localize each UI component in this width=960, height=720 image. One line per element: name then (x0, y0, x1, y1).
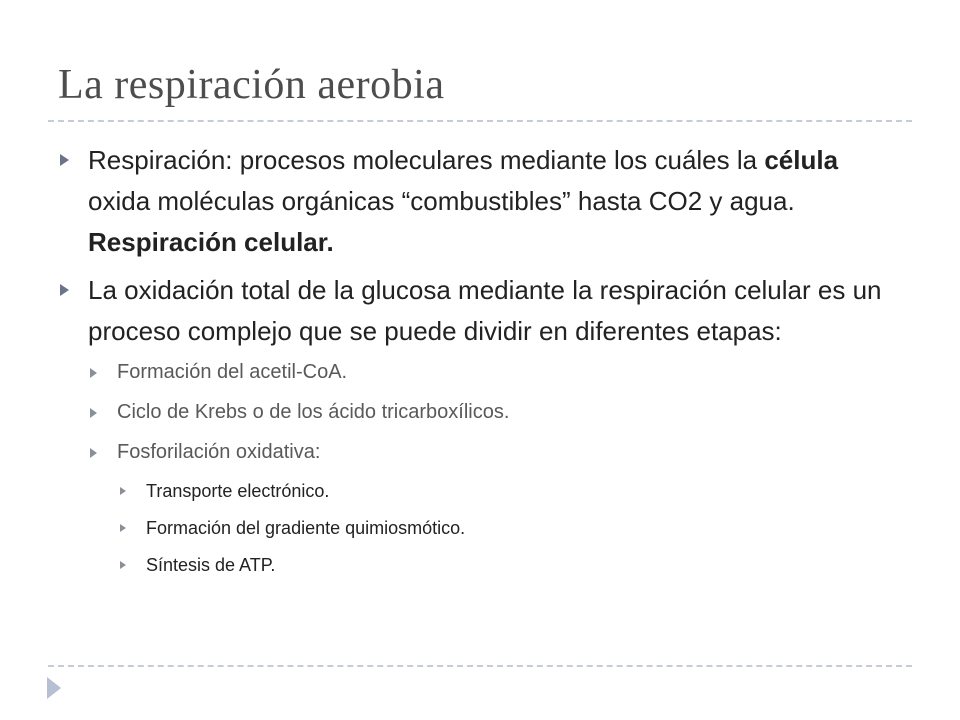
substage-text: Síntesis de ATP. (146, 555, 276, 575)
stage-item (58, 399, 898, 426)
stage-text: Formación del acetil-CoA. (117, 361, 348, 383)
substage-text: Formación del gradiente quimiosmótico. (146, 518, 466, 538)
slide-corner-triangle-icon (47, 677, 61, 699)
bullet-glucose-oxidation (58, 270, 898, 352)
bullet-triangle-icon (90, 368, 97, 378)
bullet-triangle-icon (120, 561, 126, 569)
bullet-triangle-icon (60, 284, 69, 296)
footer-divider (48, 665, 912, 667)
bullet-text: Respiración: procesos moleculares mediante los cuáles la célula oxida moléculas orgánicas “combustibles” hasta CO2 y agua. Respiración celular. (88, 145, 839, 257)
stage-text: Fosforilación oxidativa: (117, 441, 321, 463)
title-divider (48, 120, 912, 122)
bullet-triangle-icon (90, 408, 97, 418)
stage-text: Ciclo de Krebs o de los ácido tricarboxílicos. (117, 401, 510, 423)
slide-body (58, 140, 898, 590)
bold-term-celula: célula (764, 145, 839, 175)
bullet-triangle-icon (120, 487, 126, 495)
substage-item (58, 553, 898, 577)
substage-item (58, 516, 898, 540)
substage-text: Transporte electrónico. (146, 481, 330, 501)
substage-item (58, 479, 898, 503)
bullet-triangle-icon (120, 524, 126, 532)
bold-term-respiracion-celular: Respiración celular. (88, 227, 334, 257)
stage-item (58, 439, 898, 466)
bullet-text: La oxidación total de la glucosa mediante la respiración celular es un proceso complejo que se puede dividir en diferentes etapas: (88, 275, 882, 346)
bullet-triangle-icon (90, 448, 97, 458)
bullet-triangle-icon (60, 154, 69, 166)
stage-item (58, 359, 898, 386)
bullet-respiration-definition (58, 140, 898, 263)
slide-title: La respiración aerobia (58, 62, 445, 108)
